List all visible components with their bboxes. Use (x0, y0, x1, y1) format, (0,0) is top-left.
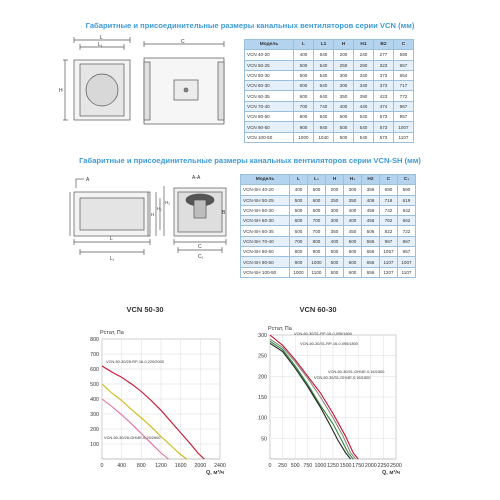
value-cell: 967 (394, 101, 414, 111)
table-row (245, 60, 414, 70)
y-tick-label: 500 (90, 382, 99, 388)
y-tick-label: 400 (90, 397, 99, 403)
value-cell: 740 (314, 101, 334, 111)
x-tick-label: 1200 (155, 463, 167, 469)
value-cell: 300 (334, 81, 354, 91)
value-cell: 200 (326, 185, 344, 195)
value-cell: 540 (314, 60, 334, 70)
value-cell: 400 (334, 101, 354, 111)
y-axis-label: Pстат, Па (100, 330, 124, 336)
model-cell: VCN 90-50 (245, 122, 294, 132)
label-l: L (100, 35, 103, 41)
value-cell: 722 (398, 226, 416, 236)
value-cell: 340 (354, 81, 374, 91)
value-cell: 556 (362, 236, 380, 246)
model-cell: VCN-SH 50-30 (241, 205, 290, 215)
col-header: L₁ (308, 175, 326, 185)
value-cell: 373 (374, 81, 394, 91)
section1-title: Габаритные и присоединительные размеры канальных вентиляторов серии VCN (мм) (85, 21, 415, 30)
value-cell: 822 (380, 226, 398, 236)
label-c1: C₁ (198, 254, 204, 260)
value-cell: 600 (344, 267, 362, 277)
label-h1: H₁ (157, 206, 162, 211)
y-tick-label: 600 (90, 367, 99, 373)
x-tick-label: 1750 (352, 463, 365, 469)
col-header: Модель (245, 40, 294, 50)
col-header: C (380, 175, 398, 185)
value-cell: 500 (294, 60, 314, 70)
value-cell: 500 (326, 247, 344, 257)
table-row (245, 122, 414, 132)
value-cell: 1000 (294, 132, 314, 142)
value-cell: 540 (354, 112, 374, 122)
vcn-dimension-drawing (59, 34, 232, 146)
col-header: Модель (241, 175, 290, 185)
col-header: L (290, 175, 308, 185)
y-tick-label: 300 (90, 412, 99, 418)
value-cell: 500 (308, 185, 326, 195)
y-tick-label: 700 (90, 352, 99, 358)
value-cell: 600 (290, 226, 308, 236)
col-header: H1 (354, 40, 374, 50)
col-header: H (334, 40, 354, 50)
value-cell: 500 (334, 132, 354, 142)
value-cell: 540 (354, 132, 374, 142)
model-cell: VCN 50-25 (245, 60, 294, 70)
label-aa: A-A (192, 175, 201, 181)
table-row (241, 195, 416, 205)
y-tick-label: 150 (258, 395, 267, 401)
value-cell: 1000 (290, 267, 308, 277)
value-cell: 600 (308, 205, 326, 215)
model-cell: VCN 80-50 (245, 112, 294, 122)
table-row (245, 91, 414, 101)
value-cell: 967 (380, 236, 398, 246)
model-cell: VCN-SH 40-20 (241, 185, 290, 195)
value-cell: 590 (394, 50, 414, 60)
x-tick-label: 2500 (390, 463, 402, 469)
x-tick-label: 800 (136, 463, 146, 469)
table-row (245, 132, 414, 142)
value-cell: 719 (380, 195, 398, 205)
value-cell: 900 (308, 247, 326, 257)
value-cell: 1107 (398, 267, 416, 277)
value-cell: 540 (314, 70, 334, 80)
value-cell: 642 (398, 205, 416, 215)
model-cell: VCN-SH 80-50 (241, 247, 290, 257)
label-a: A (86, 177, 90, 183)
chart1-title: VCN 50-30 (126, 305, 164, 314)
table-row (241, 247, 416, 257)
value-cell: 772 (394, 91, 414, 101)
y-tick-label: 300 (258, 333, 267, 339)
value-cell: 400 (344, 216, 362, 226)
model-cell: VCN 70-40 (245, 101, 294, 111)
col-header: C (394, 40, 414, 50)
y-axis-label: Pстат, Па (268, 326, 292, 332)
col-header: H2 (362, 175, 380, 185)
col-header: H (326, 175, 344, 185)
value-cell: 250 (334, 60, 354, 70)
model-cell: VCN-SH 100-50 (241, 267, 290, 277)
value-cell: 240 (354, 50, 374, 60)
value-cell: 900 (290, 257, 308, 267)
value-cell: 500 (334, 112, 354, 122)
x-axis-label: Q, м³/ч (206, 470, 224, 476)
value-cell: 800 (294, 112, 314, 122)
series-label: VCN-50-30/28-RP-16-0,220/2000 (106, 359, 164, 364)
col-header: B2 (374, 40, 394, 50)
series-label: VCN-60-30/31-RP-16-0,095/1800 (294, 331, 352, 336)
vcn-dimensions-table (244, 39, 414, 143)
value-cell: 656 (362, 267, 380, 277)
value-cell: 640 (314, 50, 334, 60)
value-cell: 1000 (308, 257, 326, 267)
col-header: L1 (314, 40, 334, 50)
value-cell: 500 (294, 70, 314, 80)
value-cell: 400 (326, 236, 344, 246)
table-row (241, 226, 416, 236)
table-row (241, 267, 416, 277)
value-cell: 500 (344, 236, 362, 246)
model-cell: VCN-SH 60-30 (241, 216, 290, 226)
value-cell: 573 (374, 112, 394, 122)
table-row (241, 257, 416, 267)
value-cell: 200 (334, 50, 354, 60)
value-cell: 350 (326, 226, 344, 236)
x-tick-label: 0 (100, 463, 104, 469)
value-cell: 350 (334, 91, 354, 101)
model-cell: VCN 50-30 (245, 70, 294, 80)
y-tick-label: 200 (90, 427, 99, 433)
value-cell: 500 (290, 195, 308, 205)
x-tick-label: 1500 (339, 463, 352, 469)
value-cell: 654 (394, 70, 414, 80)
col-header: C₁ (398, 175, 416, 185)
label-c: C (181, 39, 185, 45)
value-cell: 600 (290, 216, 308, 226)
value-cell: 1107 (394, 132, 414, 142)
vcn-sh-dimension-drawing (62, 170, 234, 276)
value-cell: 762 (380, 216, 398, 226)
x-tick-label: 2250 (377, 463, 390, 469)
table-row (245, 81, 414, 91)
value-cell: 800 (290, 247, 308, 257)
value-cell: 600 (308, 195, 326, 205)
value-cell: 400 (290, 185, 308, 195)
model-cell: VCN 100-50 (245, 132, 294, 142)
label-h: H (151, 212, 155, 217)
value-cell: 940 (314, 122, 334, 132)
value-cell: 300 (344, 185, 362, 195)
table-row (245, 70, 414, 80)
value-cell: 350 (344, 195, 362, 205)
x-tick-label: 2000 (364, 463, 377, 469)
value-cell: 867 (398, 236, 416, 246)
x-tick-label: 750 (303, 463, 313, 469)
value-cell: 540 (354, 122, 374, 132)
chart2-title: VCN 60-30 (299, 305, 337, 314)
value-cell: 500 (290, 205, 308, 215)
value-cell: 373 (374, 70, 394, 80)
table-row (245, 50, 414, 60)
label-l: L (110, 236, 113, 242)
col-header: H₁ (344, 175, 362, 185)
value-cell: 500 (326, 257, 344, 267)
table-row (241, 205, 416, 215)
value-cell: 700 (308, 226, 326, 236)
table-row (241, 216, 416, 226)
model-cell: VCN-SH 90-50 (241, 257, 290, 267)
value-cell: 1040 (314, 132, 334, 142)
model-cell: VCN-SH 70-40 (241, 236, 290, 246)
series-label: VCN-60-30/31-RP-16-0,095/1800 (300, 341, 358, 346)
label-l1: L₁ (98, 42, 103, 48)
series-label: VCN-50-30/28-GH/4E-0,25/2600 (104, 435, 161, 440)
value-cell: 506 (362, 226, 380, 236)
value-cell: 657 (394, 60, 414, 70)
x-tick-label: 250 (278, 463, 288, 469)
value-cell: 277 (374, 50, 394, 60)
value-cell: 500 (334, 122, 354, 132)
value-cell: 340 (354, 70, 374, 80)
vcn-sh-dimensions-table (240, 174, 416, 278)
table-header-row (241, 175, 416, 185)
table-header-row (245, 40, 414, 50)
x-tick-label: 400 (117, 463, 127, 469)
y-tick-label: 250 (258, 353, 267, 360)
label-l1: L₁ (110, 256, 115, 262)
value-cell: 742 (380, 205, 398, 215)
x-tick-label: 0 (268, 463, 272, 469)
value-cell: 573 (374, 132, 394, 142)
col-header: L (294, 40, 314, 50)
value-cell: 600 (294, 81, 314, 91)
value-cell: 450 (344, 226, 362, 236)
series-label: VCN-60-30/31-GH/4E-0,16/1500 (328, 369, 385, 374)
value-cell: 1107 (380, 257, 398, 267)
value-cell: 957 (394, 112, 414, 122)
x-tick-label: 2000 (194, 463, 207, 469)
value-cell: 423 (374, 91, 394, 101)
value-cell: 656 (362, 257, 380, 267)
value-cell: 400 (344, 205, 362, 215)
value-cell: 656 (362, 247, 380, 257)
y-tick-label: 100 (258, 415, 267, 422)
label-c: C (198, 244, 202, 250)
x-axis-label: Q, м³/ч (382, 470, 400, 476)
value-cell: 500 (326, 267, 344, 277)
value-cell: 290 (354, 60, 374, 70)
y-tick-label: 100 (90, 442, 99, 448)
value-cell: 573 (374, 122, 394, 132)
value-cell: 600 (294, 91, 314, 101)
table-body (245, 50, 414, 143)
value-cell: 840 (314, 112, 334, 122)
value-cell: 250 (326, 195, 344, 205)
value-cell: 400 (294, 50, 314, 60)
value-cell: 700 (294, 101, 314, 111)
value-cell: 390 (354, 91, 374, 101)
value-cell: 690 (380, 185, 398, 195)
y-tick-label: 50 (261, 436, 267, 443)
label-h2: H₂ (165, 200, 170, 205)
value-cell: 600 (344, 247, 362, 257)
value-cell: 957 (398, 247, 416, 257)
value-cell: 1207 (380, 267, 398, 277)
model-cell: VCN-SH 60-35 (241, 226, 290, 236)
value-cell: 1100 (308, 267, 326, 277)
value-cell: 662 (398, 216, 416, 226)
label-b: B (222, 210, 226, 216)
value-cell: 1007 (398, 257, 416, 267)
value-cell: 300 (326, 205, 344, 215)
x-tick-label: 1000 (314, 463, 327, 469)
table-row (241, 236, 416, 246)
model-cell: VCN 60-35 (245, 91, 294, 101)
value-cell: 474 (374, 101, 394, 111)
value-cell: 440 (354, 101, 374, 111)
value-cell: 700 (290, 236, 308, 246)
table-body (241, 185, 416, 278)
value-cell: 590 (398, 185, 416, 195)
chart-vcn-60-30 (250, 315, 410, 485)
value-cell: 1007 (394, 122, 414, 132)
table-row (241, 185, 416, 195)
value-cell: 406 (362, 195, 380, 205)
section2-title: Габаритные и присоединительные размеры канальных вентиляторов серии VCN-SH (мм) (79, 156, 421, 165)
x-tick-label: 1250 (327, 463, 339, 469)
value-cell: 300 (326, 216, 344, 226)
model-cell: VCN 40-20 (245, 50, 294, 60)
value-cell: 323 (374, 60, 394, 70)
x-tick-label: 500 (290, 463, 300, 469)
x-tick-label: 1600 (174, 463, 187, 469)
value-cell: 700 (308, 216, 326, 226)
label-h: H (59, 88, 63, 94)
model-cell: VCN 60-30 (245, 81, 294, 91)
y-tick-label: 200 (258, 374, 267, 381)
value-cell: 456 (362, 205, 380, 215)
y-tick-label: 800 (90, 337, 99, 343)
table-row (245, 101, 414, 111)
chart-vcn-50-30 (80, 315, 230, 485)
value-cell: 640 (314, 91, 334, 101)
value-cell: 600 (344, 257, 362, 267)
value-cell: 717 (394, 81, 414, 91)
value-cell: 456 (362, 216, 380, 226)
value-cell: 619 (398, 195, 416, 205)
series-label: VCN-60-30/31-GH/4E-0,16/1500 (314, 375, 371, 380)
value-cell: 640 (314, 81, 334, 91)
table-row (245, 112, 414, 122)
model-cell: VCN-SH 50-25 (241, 195, 290, 205)
value-cell: 300 (334, 70, 354, 80)
value-cell: 900 (294, 122, 314, 132)
value-cell: 1057 (380, 247, 398, 257)
x-tick-label: 2400 (214, 463, 226, 469)
value-cell: 800 (308, 236, 326, 246)
value-cell: 356 (362, 185, 380, 195)
